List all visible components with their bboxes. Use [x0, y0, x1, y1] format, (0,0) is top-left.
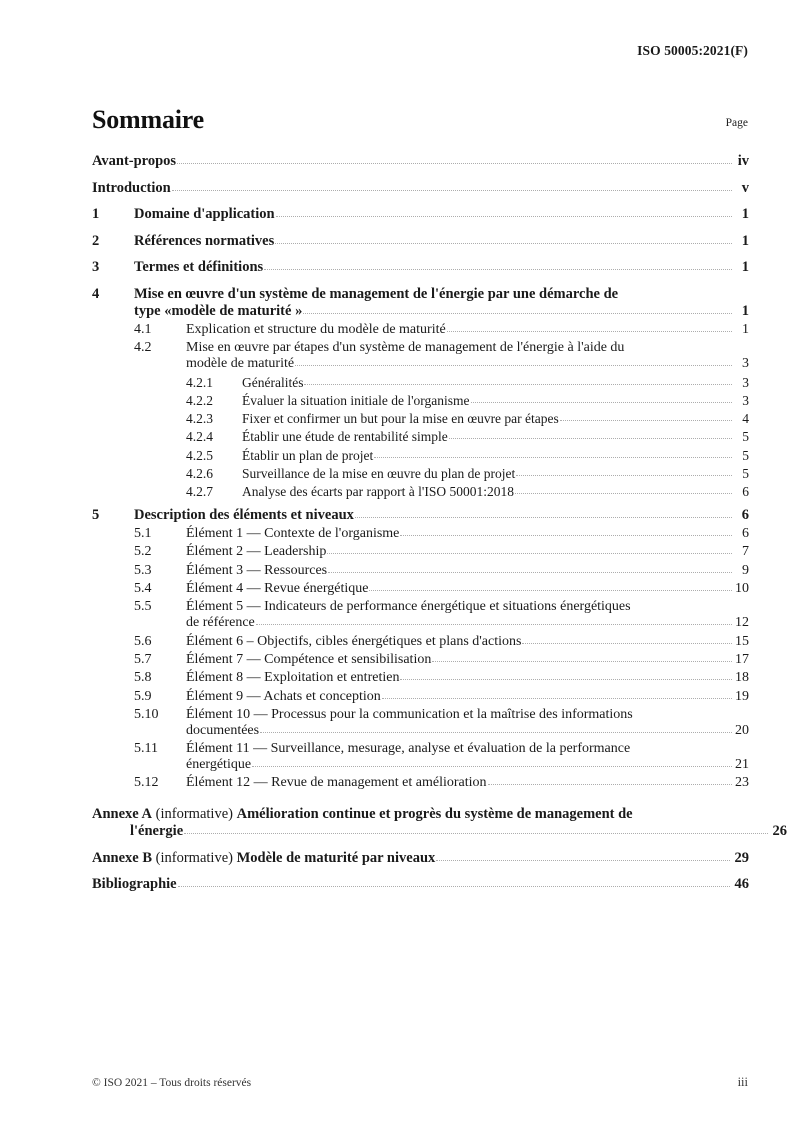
toc-item-page: 9 — [742, 562, 749, 578]
toc-item-label: Élément 4 — Revue énergétique — [186, 581, 369, 597]
toc-item-clause-4-2[interactable] — [92, 340, 749, 372]
dot-leader — [252, 765, 732, 767]
toc-item-clause-4-1[interactable] — [92, 322, 749, 338]
toc-item-label-line1: Élément 5 — Indicateurs de performance énergétique et situations énergétiques — [186, 599, 631, 615]
dot-leader — [260, 731, 732, 733]
toc-item-number: 4.2.1 — [186, 374, 213, 390]
dot-leader — [256, 623, 732, 625]
toc-item-label: Établir un plan de projet — [242, 447, 374, 463]
toc-item-number: 5.5 — [134, 599, 152, 615]
toc-item-label-line2: énergétique — [186, 757, 252, 773]
dot-leader — [522, 642, 732, 644]
toc-item-number: 5.12 — [134, 775, 159, 791]
toc-item-page: 10 — [735, 581, 749, 597]
dot-leader — [177, 162, 732, 164]
annex-name: Annexe B — [92, 849, 153, 866]
toc-item-clause-2[interactable] — [92, 233, 749, 250]
toc-item-number: 4.2.5 — [186, 447, 213, 463]
table-of-contents — [92, 153, 787, 893]
toc-item-clause-4[interactable] — [92, 286, 749, 320]
toc-item-page: 1 — [741, 302, 749, 319]
toc-item-number: 4.2.4 — [186, 429, 213, 445]
dot-leader — [369, 589, 732, 591]
dot-leader — [295, 364, 732, 366]
toc-item-clause-5-2[interactable] — [92, 544, 749, 560]
toc-item-number: 3 — [92, 259, 100, 275]
toc-item-label: Description des éléments et niveaux — [134, 506, 354, 523]
dot-leader — [560, 419, 732, 421]
dot-leader — [432, 660, 732, 662]
toc-item-number: 4 — [92, 285, 100, 302]
toc-item-number: 5 — [92, 506, 100, 523]
toc-item-clause-4-2-5[interactable] — [92, 448, 749, 464]
toc-item-clause-4-2-4[interactable] — [92, 429, 749, 445]
running-header: ISO 50005:2021(F) — [637, 43, 748, 58]
toc-item-label: Élément 1 — Contexte de l'organisme — [186, 526, 400, 542]
toc-item-page: 26 — [772, 823, 787, 840]
toc-item-page: 7 — [742, 544, 749, 560]
toc-item-number: 5.1 — [134, 526, 152, 542]
toc-item-clause-1[interactable] — [92, 206, 749, 223]
toc-item-page: v — [741, 179, 749, 196]
toc-item-label-line1: Élément 10 — Processus pour la communication et la maîtrise des informations — [186, 706, 633, 722]
toc-item-number: 5.8 — [134, 670, 152, 686]
dot-leader — [172, 189, 732, 191]
toc-item-page: 1 — [741, 232, 749, 249]
toc-item-label-line2: modèle de maturité — [186, 356, 295, 372]
dot-leader — [264, 268, 732, 270]
toc-item-number: 5.7 — [134, 651, 152, 667]
toc-item-page: 5 — [742, 447, 749, 463]
toc-item-label: Élément 12 — Revue de management et amélioration — [186, 775, 487, 791]
toc-item-page: 21 — [735, 757, 749, 773]
toc-item-page: 19 — [735, 688, 749, 704]
toc-item-label: Termes et définitions — [134, 259, 264, 275]
copyright-notice: © ISO 2021 – Tous droits réservés — [92, 1077, 252, 1089]
annex-title-line1: Modèle de maturité par niveaux — [236, 849, 436, 866]
toc-item-number: 1 — [92, 206, 100, 222]
dot-leader — [400, 534, 732, 536]
toc-item-label-line2: de référence — [186, 615, 255, 631]
toc-item-label: Élément 9 — Achats et conception — [186, 688, 381, 704]
dot-leader — [184, 832, 768, 834]
dot-leader — [449, 437, 732, 439]
annex-name: Annexe A — [92, 806, 153, 823]
dot-leader — [304, 383, 732, 385]
toc-item-label-line1: Mise en œuvre par étapes d'un système de management de l'énergie à l'aide du — [186, 340, 625, 356]
toc-item-page: 18 — [735, 670, 749, 686]
toc-item-page: 4 — [742, 411, 749, 427]
toc-item-number: 5.10 — [134, 706, 159, 722]
toc-item-label: Avant-propos — [92, 153, 177, 169]
toc-item-clause-5-8[interactable] — [92, 670, 749, 686]
dot-leader — [400, 678, 732, 680]
dot-leader — [471, 401, 733, 403]
toc-item-label: Élément 7 — Compétence et sensibilisation — [186, 651, 432, 667]
toc-item-clause-4-2-7[interactable] — [92, 484, 749, 500]
toc-item-number: 2 — [92, 232, 100, 249]
dot-leader — [355, 516, 732, 518]
toc-item-page: 17 — [735, 651, 749, 667]
dot-leader — [382, 697, 732, 699]
toc-item-page: iv — [737, 153, 749, 169]
dot-leader — [447, 330, 732, 332]
toc-item-page: 3 — [742, 392, 749, 408]
toc-item-page: 46 — [734, 876, 749, 893]
toc-item-number: 4.2.6 — [186, 466, 213, 482]
dot-leader — [327, 552, 732, 554]
toc-item-clause-5-7[interactable] — [92, 652, 749, 668]
toc-item-label: Élément 8 — Exploitation et entretien — [186, 670, 400, 686]
toc-item-clause-5-1[interactable] — [92, 526, 749, 542]
toc-item-clause-5-5[interactable] — [92, 599, 749, 631]
toc-item-clause-5-6[interactable] — [92, 634, 749, 650]
toc-item-page: 23 — [735, 775, 749, 791]
dot-leader — [303, 312, 732, 314]
toc-item-page: 20 — [735, 722, 749, 738]
page-column-label: Page — [725, 117, 748, 129]
toc-item-number: 5.4 — [134, 581, 152, 597]
dot-leader — [328, 571, 732, 573]
toc-item-label: Évaluer la situation initiale de l'organisme — [242, 392, 470, 408]
toc-item-page: 6 — [741, 506, 749, 523]
toc-item-annexe-a[interactable] — [92, 806, 787, 840]
toc-item-page: 29 — [734, 849, 749, 866]
toc-item-label: Domaine d'application — [134, 206, 275, 222]
toc-item-clause-5-9[interactable] — [92, 689, 749, 705]
dot-leader — [374, 456, 732, 458]
toc-item-label: Fixer et confirmer un but pour la mise en œuvre par étapes — [242, 411, 559, 427]
toc-item-clause-4-2-6[interactable] — [92, 466, 749, 482]
toc-item-label: Références normatives — [134, 232, 275, 249]
dot-leader — [488, 783, 732, 785]
toc-item-page: 1 — [741, 259, 749, 275]
toc-item-number: 4.2 — [134, 340, 152, 356]
toc-item-clause-3[interactable] — [92, 259, 749, 276]
toc-item-label: Analyse des écarts par rapport à l'ISO 50001:2018 — [242, 484, 514, 500]
toc-item-clause-5[interactable] — [92, 507, 749, 524]
toc-item-label: Explication et structure du modèle de maturité — [186, 321, 446, 337]
toc-item-number: 4.1 — [134, 321, 152, 337]
toc-item-number: 5.2 — [134, 544, 152, 560]
annex-title-line1: Amélioration continue et progrès du système de management de — [236, 806, 633, 823]
toc-item-label-line1: Mise en œuvre d'un système de management de l'énergie par une démarche de — [134, 285, 619, 302]
annex-kind: (informative) — [155, 849, 233, 866]
toc-item-number: 4.2.2 — [186, 392, 213, 408]
page-folio: iii — [737, 1075, 748, 1089]
toc-item-page: 3 — [742, 356, 749, 372]
toc-item-page: 1 — [742, 321, 749, 337]
toc-item-page: 15 — [735, 633, 749, 649]
toc-item-avant-propos[interactable] — [92, 153, 749, 170]
toc-item-clause-4-2-3[interactable] — [92, 411, 749, 427]
toc-item-page: 5 — [742, 466, 749, 482]
toc-item-number: 5.6 — [134, 633, 152, 649]
toc-item-bibliographie[interactable] — [92, 876, 749, 893]
toc-item-annexe-b[interactable] — [92, 850, 749, 867]
toc-item-clause-5-4[interactable] — [92, 581, 749, 597]
toc-item-label: Bibliographie — [92, 876, 177, 893]
dot-leader — [515, 492, 732, 494]
toc-item-page: 1 — [741, 206, 749, 222]
toc-item-label-line2: documentées — [186, 722, 260, 738]
toc-item-clause-5-10[interactable] — [92, 707, 749, 739]
toc-item-label-line2: type «modèle de maturité » — [134, 302, 303, 319]
toc-item-label: Établir une étude de rentabilité simple — [242, 429, 448, 445]
dot-leader — [276, 215, 732, 217]
toc-item-label: Élément 6 – Objectifs, cibles énergétiques et plans d'actions — [186, 633, 522, 649]
toc-item-clause-5-12[interactable] — [92, 775, 749, 791]
toc-item-label-line1: Élément 11 — Surveillance, mesurage, analyse et évaluation de la performance — [186, 741, 631, 757]
toc-item-page: 6 — [742, 526, 749, 542]
toc-item-clause-5-3[interactable] — [92, 563, 749, 579]
toc-item-page: 3 — [742, 374, 749, 390]
toc-item-clause-4-2-1[interactable] — [92, 375, 749, 391]
toc-item-page: 12 — [735, 615, 749, 631]
toc-item-clause-5-11[interactable] — [92, 741, 749, 773]
page-title: Sommaire — [92, 105, 205, 134]
dot-leader — [275, 242, 732, 244]
toc-item-number: 4.2.3 — [186, 411, 213, 427]
toc-item-number: 5.11 — [134, 741, 158, 757]
toc-item-number: 5.9 — [134, 688, 152, 704]
dot-leader — [436, 859, 730, 861]
toc-item-number: 5.3 — [134, 562, 152, 578]
annex-kind: (informative) — [155, 806, 233, 823]
toc-title-row — [92, 105, 748, 135]
dot-leader — [516, 474, 732, 476]
toc-item-label: Introduction — [92, 179, 171, 196]
toc-item-number: 4.2.7 — [186, 484, 213, 500]
page-footer — [92, 1075, 748, 1090]
toc-item-introduction[interactable] — [92, 180, 749, 197]
toc-item-label: Généralités — [242, 374, 304, 390]
toc-item-page: 6 — [742, 484, 749, 500]
annex-title-line2: l'énergie — [130, 823, 184, 840]
dot-leader — [178, 885, 730, 887]
toc-item-clause-4-2-2[interactable] — [92, 393, 749, 409]
toc-item-label: Élément 3 — Ressources — [186, 562, 328, 578]
toc-item-page: 5 — [742, 429, 749, 445]
toc-item-label: Élément 2 — Leadership — [186, 544, 327, 560]
toc-item-label: Surveillance de la mise en œuvre du plan de projet — [242, 466, 516, 482]
